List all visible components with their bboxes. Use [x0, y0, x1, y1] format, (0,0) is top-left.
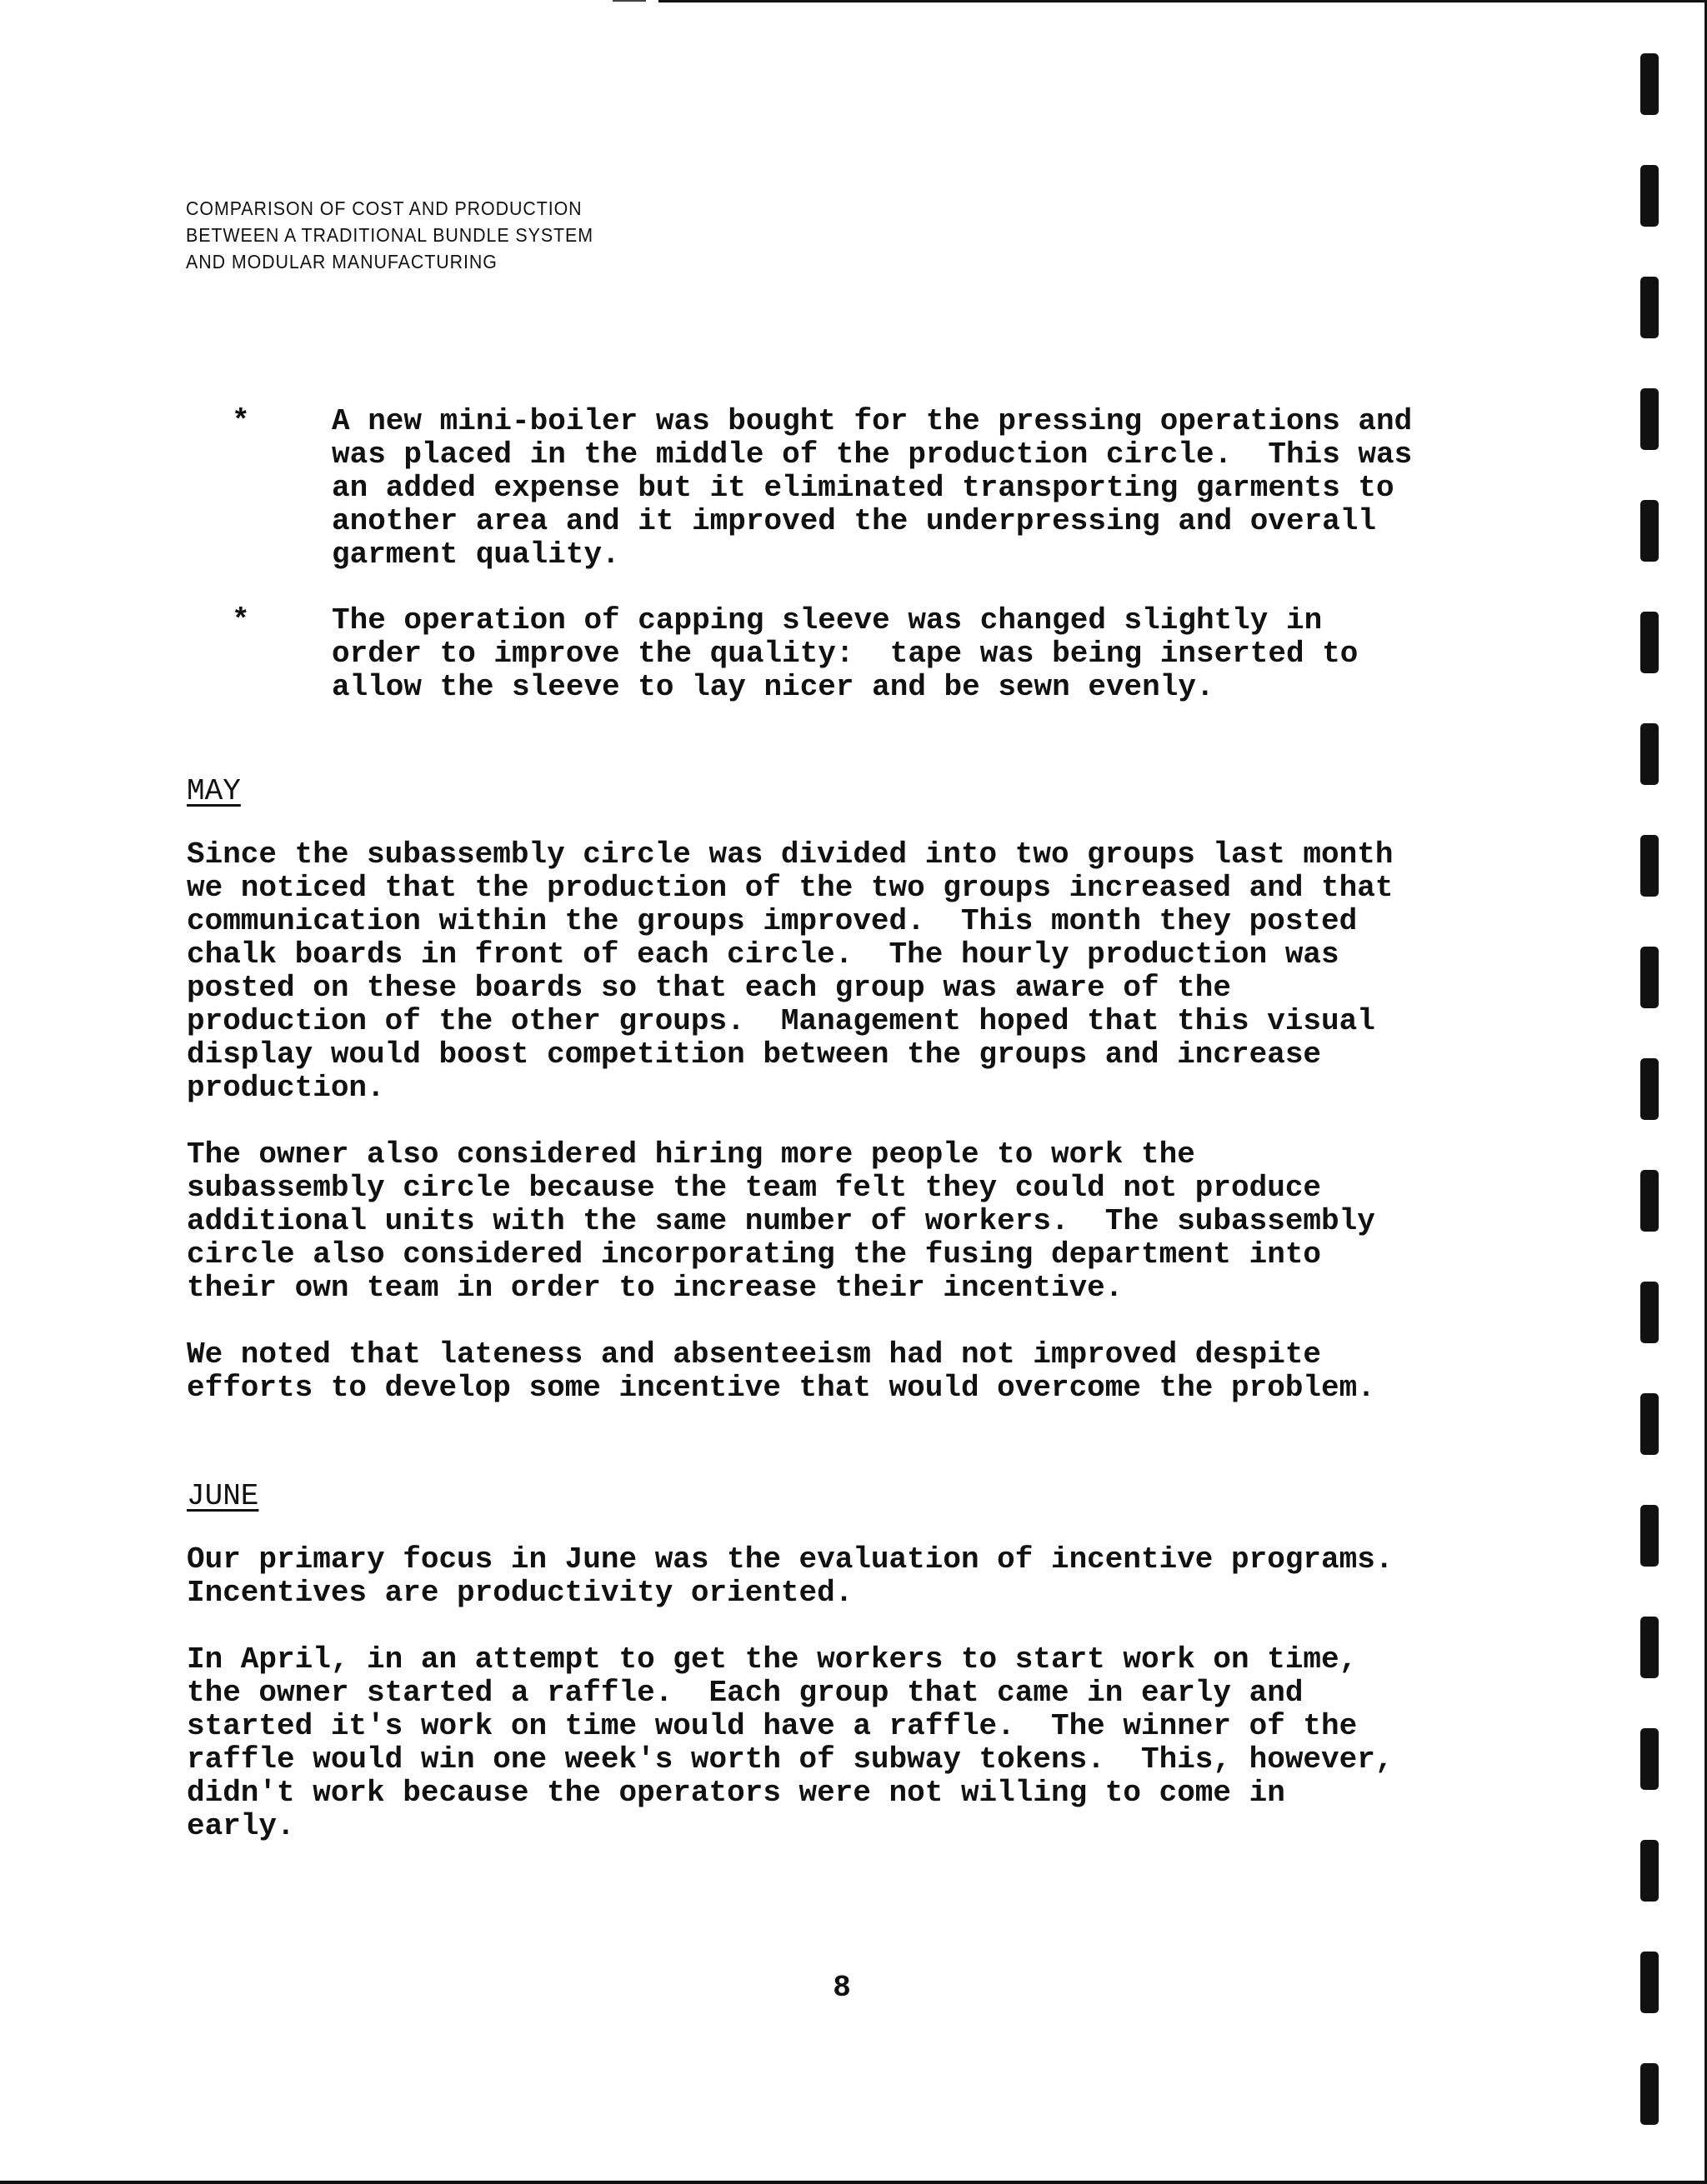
text-line: production of the other groups. Management hoped that this visual	[187, 1004, 1375, 1038]
scan-registration-bar	[1640, 2063, 1659, 2125]
scan-registration-bar	[1640, 1393, 1659, 1455]
text-line: an added expense but it eliminated transporting garments to	[332, 471, 1394, 505]
scan-registration-bar	[1640, 1728, 1659, 1790]
text-line: circle also considered incorporating the fusing department into	[187, 1237, 1322, 1272]
text-line: In April, in an attempt to get the workers to start work on time,	[187, 1642, 1358, 1677]
scan-registration-bar	[1640, 1058, 1659, 1120]
running-header	[186, 195, 593, 275]
paragraph	[187, 1338, 1502, 1405]
text-line: subassembly circle because the team felt they could not produce	[187, 1171, 1322, 1205]
scan-registration-bar	[1640, 612, 1659, 673]
scan-registration-bar	[1640, 1617, 1659, 1678]
header-line: BETWEEN A TRADITIONAL BUNDLE SYSTEM	[186, 224, 593, 246]
scan-registration-bar	[1640, 1952, 1659, 2013]
text-line: Our primary focus in June was the evaluation of incentive programs.	[187, 1542, 1394, 1577]
scan-edge-bottom	[0, 2181, 1707, 2184]
text-line: additional units with the same number of workers. The subassembly	[187, 1204, 1375, 1238]
text-line: didn't work because the operators were not willing to come in	[187, 1776, 1285, 1810]
text-line: was placed in the middle of the production circle. This was	[332, 437, 1413, 472]
scan-edge-dash	[613, 0, 646, 2]
scan-registration-bar	[1640, 1505, 1659, 1567]
paragraph	[187, 1643, 1502, 1843]
text-line: A new mini-boiler was bought for the pressing operations and	[332, 404, 1413, 438]
text-line: order to improve the quality: tape was being inserted to	[332, 637, 1359, 671]
paragraph	[187, 838, 1502, 1105]
text-line: raffle would win one week's worth of subway tokens. This, however,	[187, 1742, 1394, 1777]
scan-registration-bar	[1640, 500, 1659, 562]
text-line: early.	[187, 1809, 295, 1843]
section-heading-june: JUNE	[187, 1479, 259, 1513]
bullet-marker: *	[232, 603, 250, 637]
scan-registration-bar	[1640, 1282, 1659, 1343]
header-line: AND MODULAR MANUFACTURING	[186, 251, 498, 272]
scan-edge-top	[658, 0, 1707, 2]
scan-registration-bar	[1640, 165, 1659, 227]
text-line: We noted that lateness and absenteeism had not improved despite	[187, 1337, 1322, 1372]
text-line: allow the sleeve to lay nicer and be sewn evenly.	[332, 670, 1214, 704]
scan-registration-bar	[1640, 277, 1659, 338]
text-line: started it's work on time would have a raffle. The winner of the	[187, 1709, 1358, 1743]
text-line: production.	[187, 1071, 385, 1105]
text-line: display would boost competition between the groups and increase	[187, 1037, 1322, 1072]
bullet-text	[332, 405, 1499, 572]
scan-registration-bar	[1640, 1840, 1659, 1902]
page-number: 8	[833, 1971, 851, 2005]
paragraph	[187, 1543, 1502, 1610]
scan-registration-bar	[1640, 388, 1659, 450]
text-line: chalk boards in front of each circle. The hourly production was	[187, 937, 1339, 972]
text-line: garment quality.	[332, 537, 620, 572]
text-line: efforts to develop some incentive that would overcome the problem.	[187, 1371, 1375, 1405]
section-heading-may: MAY	[187, 774, 241, 808]
text-line: The owner also considered hiring more people to work the	[187, 1137, 1195, 1172]
scan-registration-bar	[1640, 1170, 1659, 1232]
paragraph	[187, 1138, 1502, 1305]
header-line: COMPARISON OF COST AND PRODUCTION	[186, 197, 583, 219]
text-line: another area and it improved the underpressing and overall	[332, 504, 1377, 538]
scan-registration-bar	[1640, 723, 1659, 785]
text-line: the owner started a raffle. Each group that came in early and	[187, 1676, 1304, 1710]
scan-registration-bar	[1640, 53, 1659, 115]
bullet-text	[332, 604, 1499, 704]
scan-registration-bar	[1640, 835, 1659, 897]
text-line: their own team in order to increase their incentive.	[187, 1271, 1124, 1305]
text-line: communication within the groups improved. This month they posted	[187, 904, 1358, 938]
text-line: posted on these boards so that each group was aware of the	[187, 971, 1232, 1005]
text-line: we noticed that the production of the two groups increased and that	[187, 871, 1394, 905]
bullet-marker: *	[232, 404, 250, 438]
text-line: Since the subassembly circle was divided into two groups last month	[187, 837, 1394, 872]
text-line: The operation of capping sleeve was changed slightly in	[332, 603, 1323, 637]
text-line: Incentives are productivity oriented.	[187, 1576, 854, 1610]
scan-registration-bar	[1640, 947, 1659, 1008]
